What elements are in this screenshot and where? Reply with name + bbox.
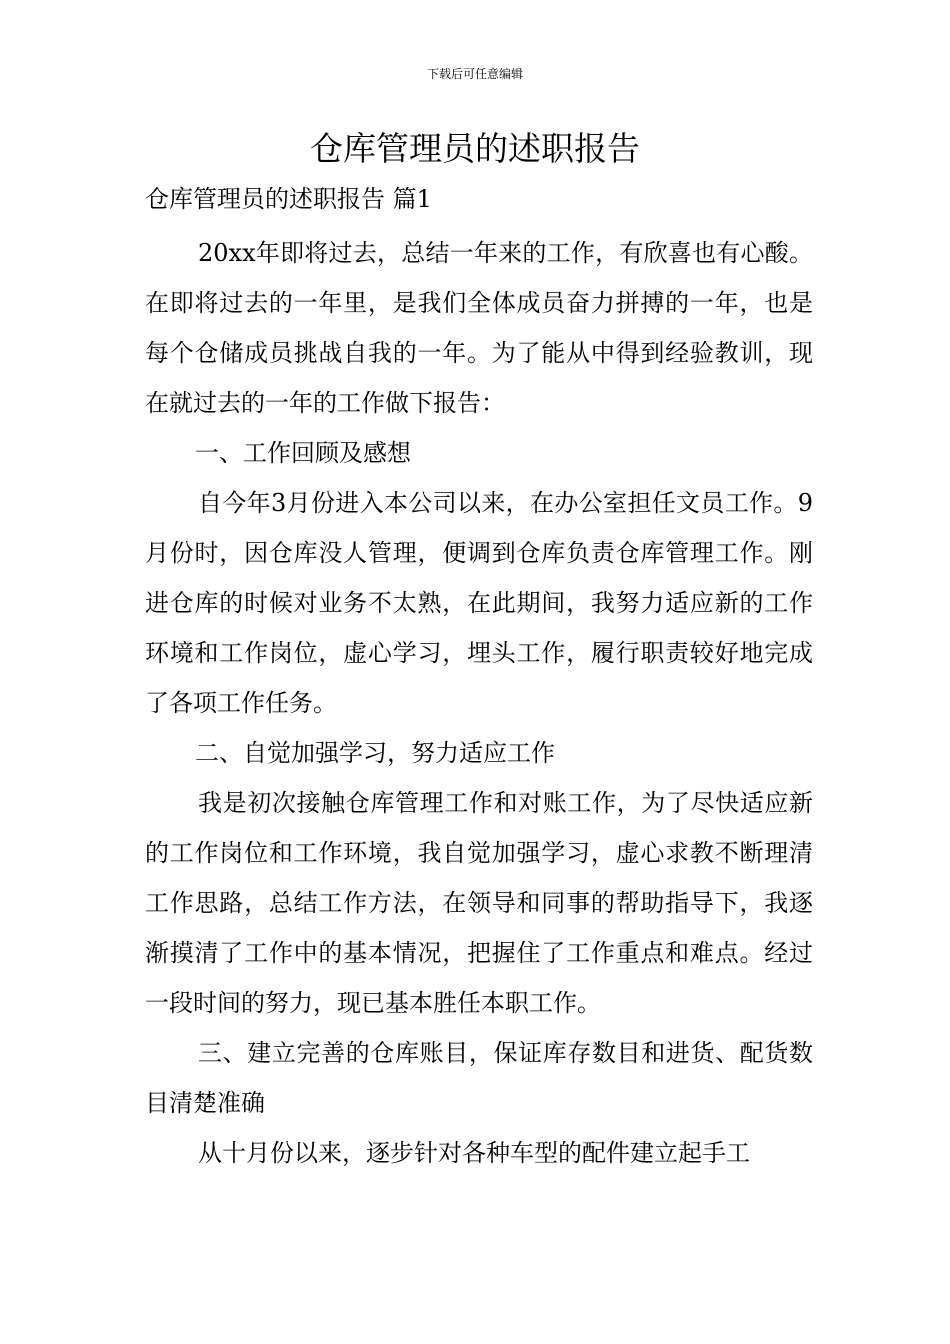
document-title: 仓库管理员的述职报告	[310, 129, 640, 168]
page-header-note: 下载后可任意编辑	[426, 67, 523, 81]
paragraph: 自今年3月份进入本公司以来，在办公室担任文员工作。9月份时，因仓库没人管理，便调到仓库负责仓库管理工作。刚进仓库的时候对业务不太熟，在此期间，我努力适应新的工作环境和工作岗位，虚心学习，埋头工作，履行职责较好地完成了各项工作任务。	[145, 489, 813, 717]
document-subtitle: 仓库管理员的述职报告 篇1	[145, 185, 432, 213]
paragraph: 从十月份以来，逐步针对各种车型的配件建立起手工	[198, 1139, 750, 1167]
document-body	[145, 228, 813, 1178]
paragraph: 我是初次接触仓库管理工作和对账工作，为了尽快适应新的工作岗位和工作环境，我自觉加强学习，虚心求教不断理清工作思路，总结工作方法，在领导和同事的帮助指导下，我逐渐摸清了工作中的基本情况，把握住了工作重点和难点。经过一段时间的努力，现已基本胜任本职工作。	[145, 789, 813, 1017]
section-heading: 一、工作回顾及感想	[195, 439, 411, 467]
paragraph: 20xx年即将过去，总结一年来的工作，有欣喜也有心酸。在即将过去的一年里，是我们全体成员奋力拼搏的一年，也是每个仓储成员挑战自我的一年。为了能从中得到经验教训，现在就过去的一年的工作做下报告：	[145, 239, 813, 417]
section-heading: 二、自觉加强学习，努力适应工作	[195, 739, 555, 767]
section-heading: 三、建立完善的仓库账目，保证库存数目和进货、配货数目清楚准确	[145, 1039, 813, 1117]
